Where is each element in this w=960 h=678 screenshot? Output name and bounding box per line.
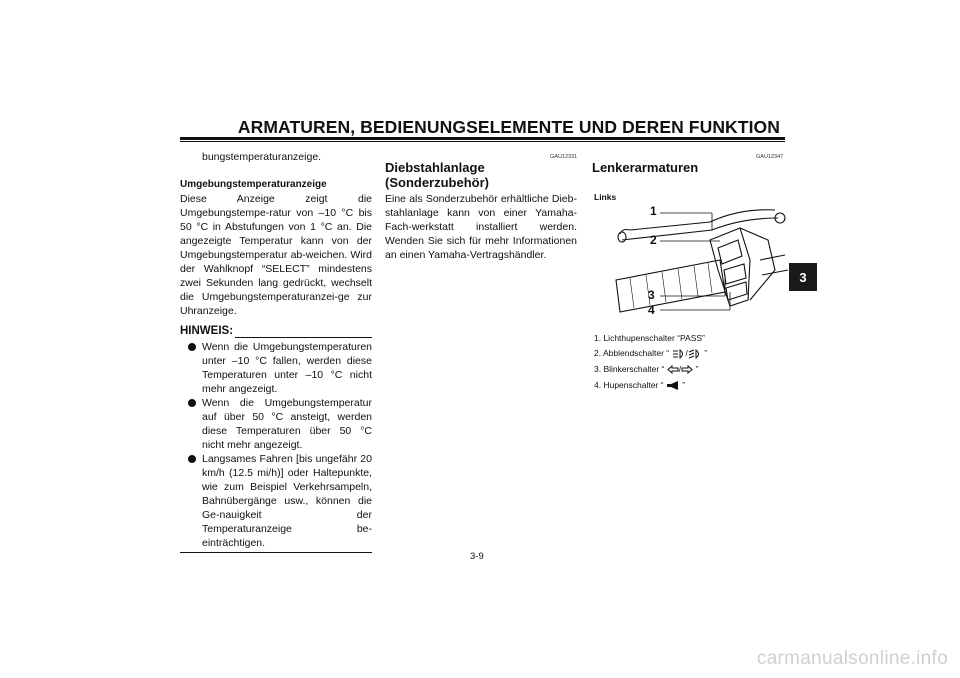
figure-callout-4: 4 <box>648 303 655 317</box>
column-1 <box>180 150 372 553</box>
section-code: GAU12347 <box>756 154 784 160</box>
subsection-heading: Umgebungstemperaturanzeige <box>180 179 327 190</box>
caption-item-3 <box>594 364 698 374</box>
turn-left-icon <box>667 364 682 374</box>
column-2 <box>385 160 577 262</box>
page-number: 3-9 <box>470 551 484 562</box>
note-item: Wenn die Umgebungstemperaturen unter –10 °C fallen, werden diese Temperaturen unter –10 °C nicht mehr angezeigt. <box>180 340 372 396</box>
section-title: Lenkerarmaturen <box>592 160 699 175</box>
intro-text: bungstemperaturanzeige. <box>202 151 322 163</box>
caption-text: 2. Abblendschalter “ <box>594 348 670 358</box>
header-rule <box>180 137 785 140</box>
caption-slash: / <box>678 364 682 374</box>
caption-item-1: 1. Lichthupenschalter “PASS” <box>594 333 705 343</box>
horn-icon <box>666 381 680 391</box>
note-heading <box>180 324 372 338</box>
caption-slash: / <box>685 348 688 358</box>
figure-callout-2: 2 <box>650 233 657 247</box>
caption-close-quote: ” <box>704 348 708 358</box>
figure-label: Links <box>594 192 617 202</box>
figure-callout-3: 3 <box>648 288 655 302</box>
note-item: Wenn die Umgebungstemperatur auf über 50 °C ansteigt, werden diese Temperaturen über 50 °C nicht mehr angezeigt. <box>180 396 372 452</box>
header-rule-thin <box>180 141 785 142</box>
note-end-rule <box>180 552 372 553</box>
page-header-title: ARMATUREN, BEDIENUNGSELEMENTE UND DEREN FUNKTION <box>237 117 780 137</box>
note-rule <box>235 327 372 338</box>
handlebar-figure <box>600 200 790 325</box>
column-3 <box>592 160 784 175</box>
figure-callout-1: 1 <box>650 204 657 218</box>
body-paragraph: Eine als Sonderzubehör erhältliche Dieb-stahlanlage kann von einer Yamaha-Fach-werkstatt installiert werden. Wenden Sie sich für mehr Informationen an einen Yamaha-Vertragshändler. <box>385 193 577 261</box>
section-title: Diebstahlanlage <box>385 160 485 175</box>
section-title-line2: (Sonderzubehör) <box>385 175 489 190</box>
note-item: Langsames Fahren [bis ungefähr 20 km/h (12.5 mi/h)] oder Haltepunkte, wie zum Beispiel Verkehrsampeln, Bahnübergänge usw., können die Ge-nauigkeit der Temperaturanzeige be-einträchtigen. <box>180 452 372 550</box>
handlebar-illustration <box>600 200 790 325</box>
caption-text: 4. Hupenschalter “ <box>594 380 664 390</box>
caption-close-quote: ” <box>682 380 686 390</box>
low-beam-icon <box>685 348 702 359</box>
high-beam-icon <box>672 349 686 359</box>
caption-close-quote: ” <box>695 364 699 374</box>
note-list <box>180 340 372 550</box>
section-code: GAU12331 <box>550 154 578 160</box>
note-label: HINWEIS: <box>180 325 234 337</box>
caption-item-4 <box>594 380 685 391</box>
caption-item-2 <box>594 348 707 359</box>
watermark: carmanualsonline.info <box>756 648 948 669</box>
chapter-tab: 3 <box>789 263 817 291</box>
caption-text: 3. Blinkerschalter “ <box>594 364 665 374</box>
turn-right-icon <box>678 364 693 374</box>
body-paragraph: Diese Anzeige zeigt die Umgebungstempe-ratur von –10 °C bis 50 °C in Abstufungen von 1 °C an. Die angezeigte Temperatur kann von der Umgebungstemperatur ab-weichen. Wird der Wahlknopf “SELECT” mindestens zwei Sekunden lang gedrückt, wechselt die Umgebungstemperaturanzei-ge zur Uhranzeige. <box>180 193 372 317</box>
